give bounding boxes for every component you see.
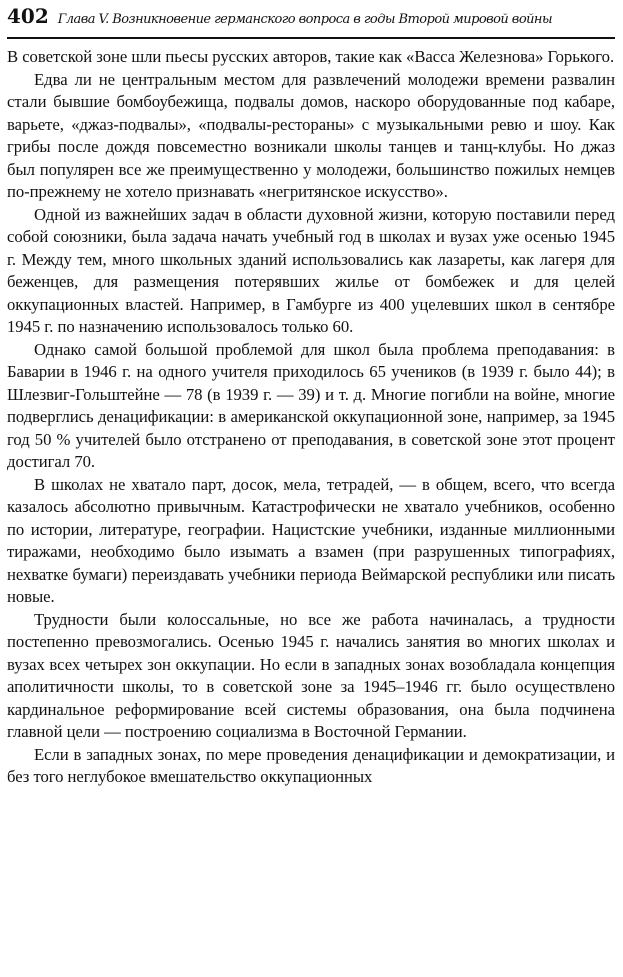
chapter-title: Глава V. Возникновение германского вопроса в годы Второй мировой войны	[57, 12, 552, 27]
page-number: 402	[7, 4, 49, 28]
book-page	[7, 4, 615, 789]
paragraph: Одной из важнейших задач в области духовной жизни, которую поставили перед собой союзники, была задача начать учебный год в школах и вузах уже осенью 1945 г. Между тем, много школьных зданий использовались как лазареты, как лагеря для беженцев, для размещения потерявших жилье от бомбежек и для целей оккупационных властей. Например, в Гамбурге из 400 уцелевших школ в сентябре 1945 г. по назначению использовалось только 60.	[7, 204, 615, 336]
paragraph: Однако самой большой проблемой для школ была проблема преподавания: в Баварии в 1946 г. на одного учителя приходилось 65 учеников (в 1939 г. было 44); в Шлезвиг-Гольштейне — 78 (в 1939 г. — 39) и т. д. Многие погибли на войне, многие подверглись денацификации: в американской оккупационной зоне, например, за 1945 год 50 % учителей было отстранено от преподавания, в советской зоне этот процент достигал 70.	[7, 339, 615, 471]
paragraph: Если в западных зонах, по мере проведения денацификации и демократизации, и без того неглубокое вмешательство оккупационных	[7, 744, 615, 786]
paragraph: В советской зоне шли пьесы русских авторов, такие как «Васса Железнова» Горького.	[7, 47, 615, 66]
running-head	[7, 4, 615, 36]
paragraph: Едва ли не центральным местом для развлечений молодежи времени развалин стали бывшие бомбоубежища, подвалы домов, наскоро оборудованные под кабаре, варьете, «джаз-подвалы», «подвалы-рестораны» с музыкальными ревю и шоу. Как грибы после дождя повсеместно возникали школы танцев и танц-клубы. Но джаз был популярен все же преимущественно у молодежи, большинство пожилых немцев по-прежнему не хотело признавать «негритянское искусство».	[7, 69, 615, 201]
header-rule	[7, 37, 615, 39]
body-text	[7, 46, 615, 789]
paragraph: В школах не хватало парт, досок, мела, тетрадей, — в общем, всего, что всегда казалось абсолютно привычным. Катастрофически не хватало учебников, особенно по истории, литературе, географии. Нацистские учебники, изданные миллионными тиражами, необходимо было изымать а взамен (при разрушенных типографиях, нехватке бумаги) переиздавать учебники периода Веймарской республики или писать новые.	[7, 474, 615, 606]
paragraph: Трудности были колоссальные, но все же работа начиналась, а трудности постепенно превозмогались. Осенью 1945 г. начались занятия во многих школах и вузах всех четырех зон оккупации. Но если в западных зонах возобладала концепция аполитичности школы, то в советской зоне за 1945–1946 гг. было осуществлено кардинальное реформирование всей системы образования, она была подчинена главной цели — построению социализма в Восточной Германии.	[7, 609, 615, 741]
